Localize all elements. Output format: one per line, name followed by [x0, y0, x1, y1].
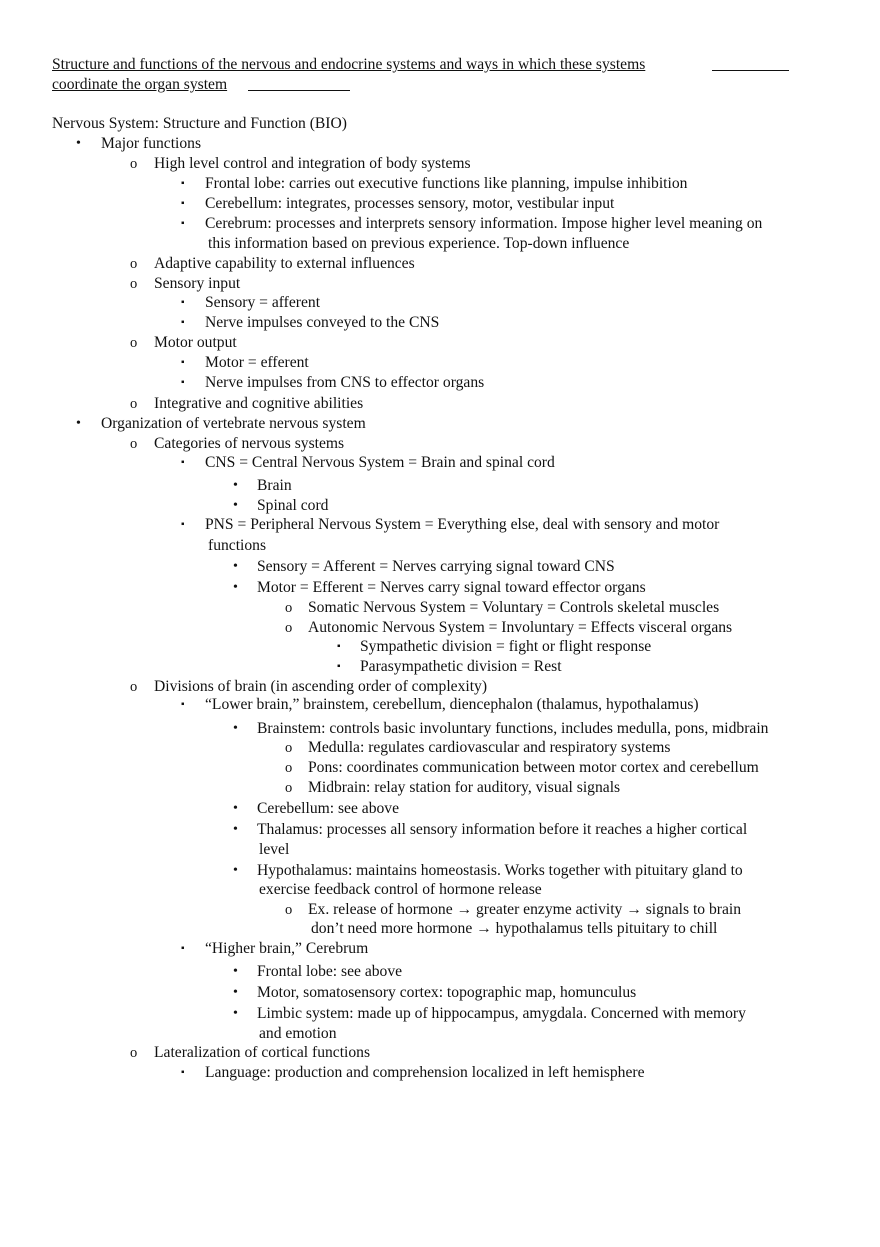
square-bullet-icon: ▪ — [337, 641, 341, 652]
bullet-icon: • — [233, 478, 238, 493]
outline-line: Sensory = Afferent = Nerves carrying signal toward CNS — [257, 558, 615, 575]
outline-line: Nerve impulses from CNS to effector organs — [205, 374, 485, 391]
square-bullet-icon: ▪ — [181, 198, 185, 209]
circle-bullet-icon: o — [285, 620, 293, 636]
outline-line: Autonomic Nervous System = Involuntary = Effects visceral organs — [308, 619, 733, 636]
bullet-icon: • — [233, 580, 238, 595]
outline-line: “Higher brain,” Cerebrum — [205, 940, 369, 957]
outline-line: Limbic system: made up of hippocampus, amygdala. Concerned with memory — [257, 1005, 746, 1022]
square-bullet-icon: ▪ — [181, 297, 185, 308]
document-title-line-2 — [52, 75, 227, 95]
square-bullet-icon: ▪ — [181, 943, 185, 954]
bullet-icon: • — [233, 964, 238, 979]
outline-line-continuation: don’t need more hormone → hypothalamus tells pituitary to chill — [311, 920, 718, 937]
outline-line: Frontal lobe: carries out executive functions like planning, impulse inhibition — [205, 175, 688, 192]
bullet-icon: • — [233, 498, 238, 513]
outline-line: Pons: coordinates communication between motor cortex and cerebellum — [308, 759, 759, 776]
outline-line: PNS = Peripheral Nervous System = Everything else, deal with sensory and motor — [205, 516, 720, 533]
circle-bullet-icon: o — [285, 600, 293, 616]
circle-bullet-icon: o — [285, 902, 293, 918]
outline-line: CNS = Central Nervous System = Brain and spinal cord — [205, 454, 555, 471]
square-bullet-icon: ▪ — [181, 377, 185, 388]
outline-line: Somatic Nervous System = Voluntary = Controls skeletal muscles — [308, 599, 720, 616]
bullet-icon: • — [233, 985, 238, 1000]
circle-bullet-icon: o — [285, 740, 293, 756]
outline-line-continuation: and emotion — [259, 1025, 337, 1042]
outline-line: Adaptive capability to external influences — [154, 255, 415, 272]
circle-bullet-icon: o — [130, 156, 138, 172]
outline-line: Language: production and comprehension localized in left hemisphere — [205, 1064, 645, 1081]
bullet-icon: • — [233, 721, 238, 736]
outline-line: Motor = efferent — [205, 354, 309, 371]
outline-line: Brainstem: controls basic involuntary functions, includes medulla, pons, midbrain — [257, 720, 769, 737]
outline-line: Major functions — [101, 135, 202, 152]
outline-line-continuation: this information based on previous experience. Top-down influence — [208, 235, 630, 252]
square-bullet-icon: ▪ — [337, 661, 341, 672]
circle-bullet-icon: o — [130, 436, 138, 452]
title-underline-fill-2 — [248, 90, 350, 91]
bullet-icon: • — [233, 801, 238, 816]
outline-line: Ex. release of hormone → greater enzyme activity → signals to brain — [308, 901, 742, 918]
outline-line: Frontal lobe: see above — [257, 963, 403, 980]
outline-line-continuation: exercise feedback control of hormone release — [259, 881, 542, 898]
bullet-icon: • — [233, 822, 238, 837]
outline-line: Midbrain: relay station for auditory, visual signals — [308, 779, 621, 796]
circle-bullet-icon: o — [130, 679, 138, 695]
square-bullet-icon: ▪ — [181, 317, 185, 328]
outline-line: “Lower brain,” brainstem, cerebellum, diencephalon (thalamus, hypothalamus) — [205, 696, 699, 713]
title-underline-fill-1 — [712, 70, 789, 71]
outline-line: Sensory = afferent — [205, 294, 321, 311]
outline-line: Organization of vertebrate nervous system — [101, 415, 366, 432]
outline-line: Spinal cord — [257, 497, 329, 514]
square-bullet-icon: ▪ — [181, 699, 185, 710]
outline-line: Hypothalamus: maintains homeostasis. Works together with pituitary gland to — [257, 862, 743, 879]
outline-line: Cerebellum: integrates, processes sensory, motor, vestibular input — [205, 195, 615, 212]
bullet-icon: • — [233, 559, 238, 574]
outline-line-continuation: level — [259, 841, 290, 858]
circle-bullet-icon: o — [285, 780, 293, 796]
square-bullet-icon: ▪ — [181, 1067, 185, 1078]
circle-bullet-icon: o — [130, 256, 138, 272]
circle-bullet-icon: o — [130, 276, 138, 292]
outline-line: Brain — [257, 477, 292, 494]
outline-line: Nerve impulses conveyed to the CNS — [205, 314, 440, 331]
square-bullet-icon: ▪ — [181, 218, 185, 229]
section-heading: Nervous System: Structure and Function (BIO) — [52, 115, 347, 132]
square-bullet-icon: ▪ — [181, 357, 185, 368]
outline-line: Integrative and cognitive abilities — [154, 395, 364, 412]
square-bullet-icon: ▪ — [181, 178, 185, 189]
outline-line: Sympathetic division = fight or flight response — [360, 638, 652, 655]
outline-line: Motor, somatosensory cortex: topographic map, homunculus — [257, 984, 637, 1001]
outline-line: Parasympathetic division = Rest — [360, 658, 562, 675]
title-text-1: Structure and functions of the nervous and endocrine systems and ways in which these systems — [52, 56, 646, 73]
outline-line: Cerebellum: see above — [257, 800, 400, 817]
outline-line: Lateralization of cortical functions — [154, 1044, 371, 1061]
bullet-icon: • — [76, 416, 81, 431]
bullet-icon: • — [233, 1006, 238, 1021]
outline-line: Cerebrum: processes and interprets sensory information. Impose higher level meaning on — [205, 215, 763, 232]
square-bullet-icon: ▪ — [181, 457, 185, 468]
circle-bullet-icon: o — [130, 396, 138, 412]
square-bullet-icon: ▪ — [181, 519, 185, 530]
outline-line: Motor = Efferent = Nerves carry signal toward effector organs — [257, 579, 646, 596]
circle-bullet-icon: o — [130, 335, 138, 351]
outline-line: Medulla: regulates cardiovascular and respiratory systems — [308, 739, 671, 756]
document-title-line-1 — [52, 55, 645, 75]
title-text-2: coordinate the organ system — [52, 76, 228, 93]
outline-line: High level control and integration of body systems — [154, 155, 471, 172]
outline-line-continuation: functions — [208, 537, 267, 554]
bullet-icon: • — [233, 863, 238, 878]
circle-bullet-icon: o — [130, 1045, 138, 1061]
outline-line: Divisions of brain (in ascending order of complexity) — [154, 678, 488, 695]
outline-line: Thalamus: processes all sensory information before it reaches a higher cortical — [257, 821, 748, 838]
outline-line: Motor output — [154, 334, 237, 351]
circle-bullet-icon: o — [285, 760, 293, 776]
outline-line: Categories of nervous systems — [154, 435, 345, 452]
outline-line: Sensory input — [154, 275, 241, 292]
bullet-icon: • — [76, 136, 81, 151]
